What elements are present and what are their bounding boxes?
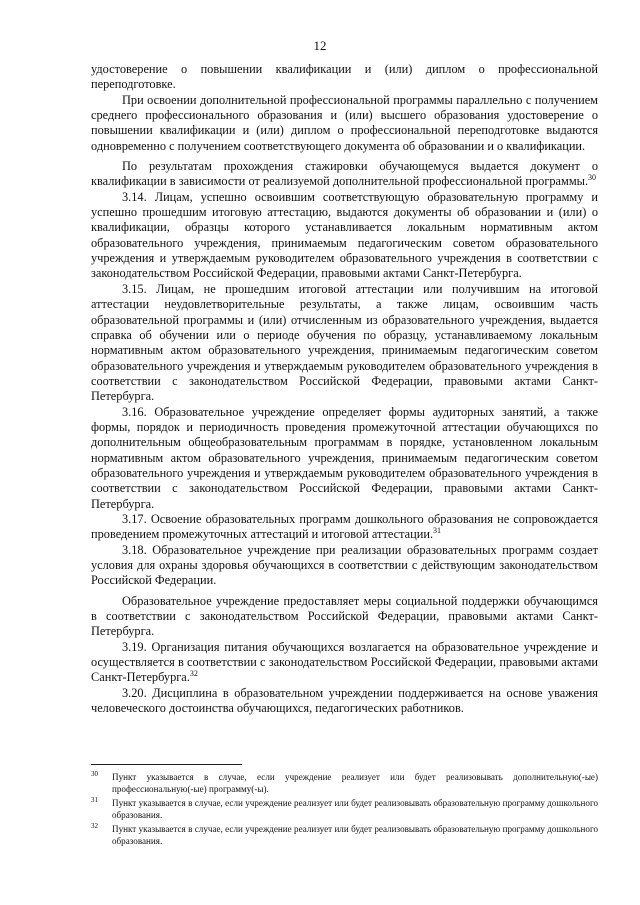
paragraph: 3.14. Лицам, успешно освоившим соответствующую образовательную программу и успешно прошедшим итоговую аттестацию, выдаются документы об образовании и (или) о квалификации, образцы которого устанавливается локальным нормативным актом образовательного учреждения, принимаемым педагогическим советом образовательного учреждения и утверждаемым руководителем образовательного учреждения в соответствии с законодательством Российской Федерации, правовыми актами Санкт-Петербурга. (91, 189, 598, 281)
footnote-text: Пункт указывается в случае, если учреждение реализует или будет реализовывать дополнительную(-ые) профессиональную(-ые) программу(-ы). (112, 772, 598, 795)
footnote (91, 771, 598, 796)
paragraph: 3.20. Дисциплина в образовательном учреждении поддерживается на основе уважения человеческого достоинства обучающихся, педагогических работников. (91, 685, 598, 716)
paragraph: При освоении дополнительной профессиональной программы параллельно с получением среднего профессионального образования и (или) высшего образования удостоверение о повышении квалификации и (или) диплом о профессиональной переподготовке выдаются одновременно с получением соответствующего документа об образовании и о квалификации. (91, 92, 598, 153)
footnote-mark: 32 (91, 821, 98, 830)
footnote (91, 797, 598, 822)
footnote-mark: 30 (91, 770, 98, 778)
paragraph: 3.15. Лицам, не прошедшим итоговой аттестации или получившим на итоговой аттестации неудовлетворительные результаты, а также лицам, освоившим часть образовательной программы и (или) отчисленным из образовательного учреждения, выдается справка об обучении или о периоде обучения по образцу, устанавливаемому локальным нормативным актом образовательного учреждения, принимаемым педагогическим советом образовательного учреждения и утверждаемым руководителем образовательного учреждения в соответствии с законодательством Российской Федерации, правовыми актами Санкт-Петербурга. (91, 281, 598, 404)
footnote-text: Пункт указывается в случае, если учреждение реализует или будет реализовывать образовательную программу дошкольного образования. (112, 797, 598, 821)
paragraph: Образовательное учреждение предоставляет меры социальной поддержки обучающимся в соответствии с законодательством Российской Федерации, правовыми актами Санкт-Петербурга. (91, 593, 598, 639)
footnote-divider (91, 764, 242, 765)
page-number: 12 (313, 38, 327, 53)
paragraph: удостоверение о повышении квалификации и (или) диплом о профессиональной переподготовке. (91, 62, 598, 92)
paragraph: По результатам прохождения стажировки обучающемуся выдается документ о квалификации в зависимости от реализуемой дополнительной профессиональной программы.$^{30}$ (91, 159, 598, 189)
paragraph: 3.16. Образовательное учреждение определяет формы аудиторных занятий, а также формы, порядок и периодичность проведения промежуточной аттестации обучающихся по дополнительным общеобразовательным программам в порядке, установленном локальным нормативным актом образовательного учреждения, принимаемым педагогическим советом образовательного учреждения и утверждаемым руководителем образовательного учреждения в соответствии с законодательством Российской Федерации, правовыми актами Санкт-Петербурга. (91, 404, 598, 511)
footnote-ref[interactable]: 30 (588, 173, 597, 183)
paragraph: 3.17. Освоение образовательных программ дошкольного образования не сопровождается проведением промежуточных аттестаций и итоговой аттестации.$^{31}$ (91, 511, 598, 542)
paragraph: 3.19. Организация питания обучающихся возлагается на образовательное учреждение и осуществляется в соответствии с законодательством Российской Федерации, правовыми актами Санкт-Петербурга.$^{32}$ (91, 639, 598, 685)
document-body (91, 62, 598, 716)
footnotes (91, 771, 598, 848)
paragraph: 3.18. Образовательное учреждение при реализации образовательных программ создает условия для охраны здоровья обучающихся в соответствии с действующим законодательством Российской Федерации. (91, 542, 598, 588)
footnote-mark: 31 (91, 795, 98, 804)
footnote-ref[interactable]: 32 (189, 669, 198, 679)
footnote-text: Пункт указывается в случае, если учреждение реализует или будет реализовывать образовательную программу дошкольного образования. (112, 823, 598, 847)
footnote (91, 823, 598, 848)
footnote-ref[interactable]: 31 (433, 526, 442, 536)
